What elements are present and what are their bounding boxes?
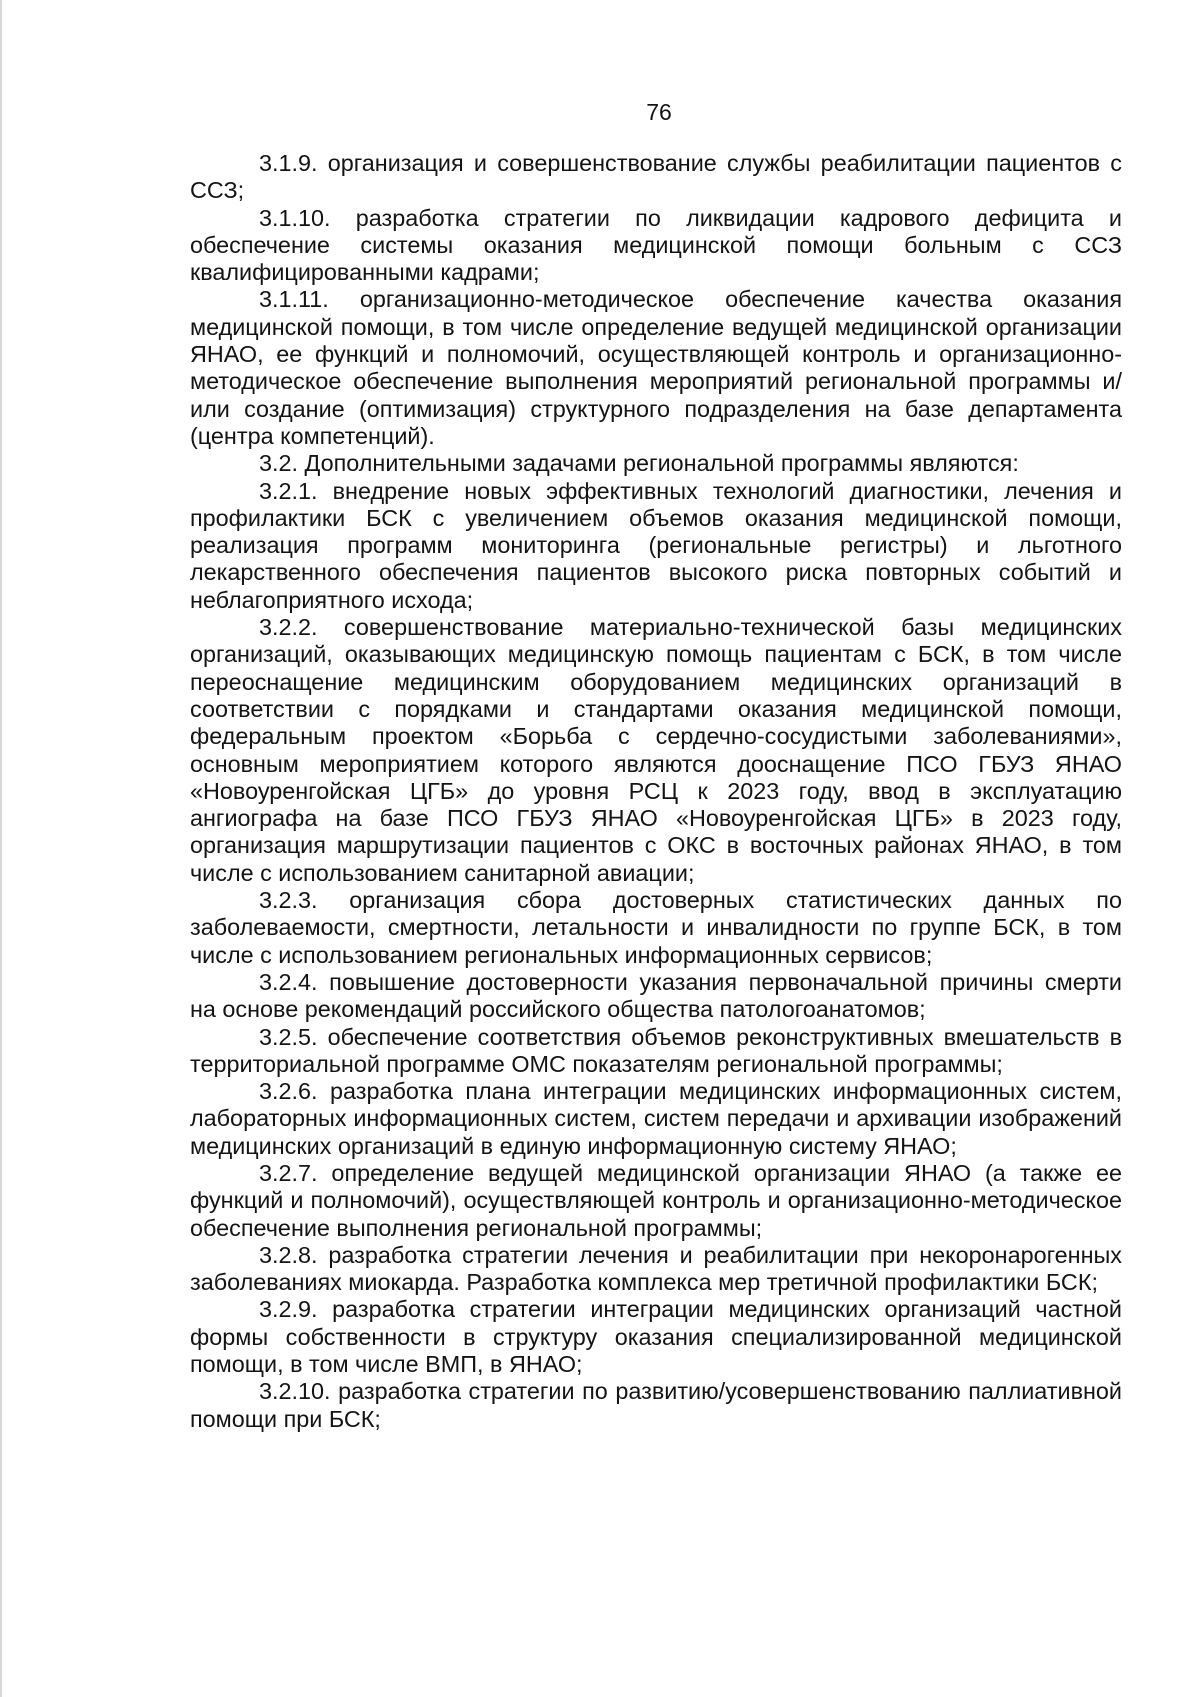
paragraph-3-1-9: 3.1.9. организация и совершенствование службы реабилитации пациентов с ССЗ;: [190, 150, 1122, 204]
paragraph-3-2-2: 3.2.2. совершенствование материально-технической базы медицинских организаций, оказывающих медицинскую помощь пациентам с БСК, в том числе переоснащение медицинским оборудованием медицинских организаций в соответствии с порядками и стандартами оказания медицинской помощи, федеральным проектом «Борьба с сердечно-сосудистыми заболеваниями», основным мероприятием которого являются дооснащение ПСО ГБУЗ ЯНАО «Новоуренгойская ЦГБ» до уровня РСЦ к 2023 году, ввод в эксплуатацию ангиографа на базе ПСО ГБУЗ ЯНАО «Новоуренгойская ЦГБ» в 2023 году, организация маршрутизации пациентов с ОКС в восточных районах ЯНАО, в том числе с использованием санитарной авиации;: [190, 614, 1122, 886]
paragraph-3-2-9: 3.2.9. разработка стратегии интеграции медицинских организаций частной формы собственности в структуру оказания специализированной медицинской помощи, в том числе ВМП, в ЯНАО;: [190, 1296, 1122, 1378]
paragraph-3-2-4: 3.2.4. повышение достоверности указания первоначальной причины смерти на основе рекомендаций российского общества патологоанатомов;: [190, 968, 1122, 1023]
paragraph-3-2-7: 3.2.7. определение ведущей медицинской организации ЯНАО (а также ее функций и полномочий), осуществляющей контроль и организационно-методическое обеспечение выполнения региональной программы;: [190, 1159, 1122, 1241]
scan-edge: [0, 0, 2, 1697]
paragraph-3-2-8: 3.2.8. разработка стратегии лечения и реабилитации при некоронарогенных заболеваниях миокарда. Разработка комплекса мер третичной профилактики БСК;: [190, 1241, 1122, 1296]
page-number: 76: [646, 99, 672, 125]
paragraph-3-1-10: 3.1.10. разработка стратегии по ликвидации кадрового дефицита и обеспечение системы оказания медицинской помощи больным с ССЗ квалифицированными кадрами;: [190, 204, 1122, 286]
paragraph-3-1-11: 3.1.11. организационно-методическое обеспечение качества оказания медицинской помощи, в том числе определение ведущей медицинской организации ЯНАО, ее функций и полномочий, осуществляющей контроль и организационно-методическое обеспечение выполнения мероприятий региональной программы и/или создание (оптимизация) структурного подразделения на базе департамента (центра компетенций).: [190, 286, 1122, 449]
paragraph-3-2-5: 3.2.5. обеспечение соответствия объемов реконструктивных вмешательств в территориальной программе ОМС показателям региональной программы;: [190, 1023, 1122, 1077]
paragraph-3-2: 3.2. Дополнительными задачами региональной программы являются:: [259, 450, 1019, 477]
paragraph-3-2-10: 3.2.10. разработка стратегии по развитию/усовершенствованию паллиативной помощи при БСК;: [190, 1378, 1122, 1432]
paragraph-3-2-6: 3.2.6. разработка плана интеграции медицинских информационных систем, лабораторных информационных систем, систем передачи и архивации изображений медицинских организаций в единую информационную систему ЯНАО;: [190, 1078, 1122, 1159]
paragraph-3-2-1: 3.2.1. внедрение новых эффективных технологий диагностики, лечения и профилактики БСК с увеличением объемов оказания медицинской помощи, реализация программ мониторинга (региональные регистры) и льготного лекарственного обеспечения пациентов высокого риска повторных событий и неблагоприятного исхода;: [190, 477, 1122, 613]
document-body: [190, 150, 1122, 1433]
paragraph-3-2-3: 3.2.3. организация сбора достоверных статистических данных по заболеваемости, смертности, летальности и инвалидности по группе БСК, в том числе с использованием региональных информационных сервисов;: [190, 887, 1122, 968]
